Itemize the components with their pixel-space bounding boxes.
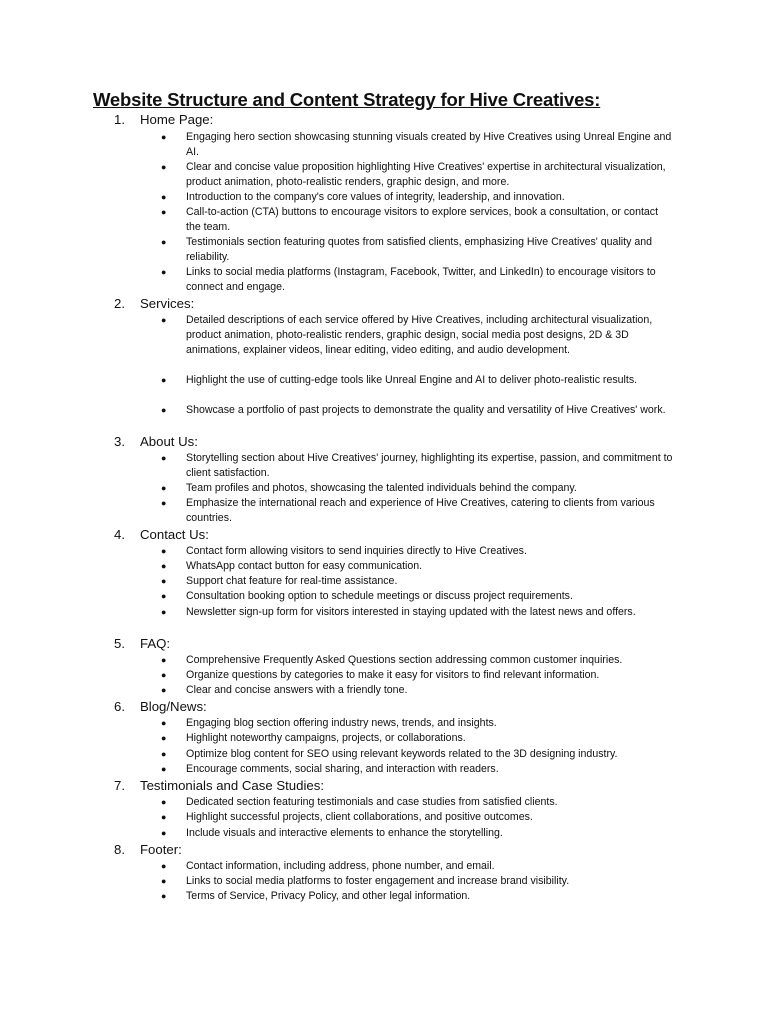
bullet-icon: ● bbox=[161, 861, 167, 871]
bullet-icon: ● bbox=[161, 267, 167, 277]
section-title: Contact Us: bbox=[140, 527, 209, 542]
section-title: FAQ: bbox=[140, 636, 171, 651]
list-item-text: Introduction to the company's core values of integrity, leadership, and innovation. bbox=[186, 191, 565, 203]
list-item-text: Call-to-action (CTA) buttons to encourage visitors to explore services, book a consultation, or contact the team. bbox=[186, 206, 659, 234]
bullet-icon: ● bbox=[161, 498, 167, 508]
list-item-text: Engaging blog section offering industry news, trends, and insights. bbox=[186, 717, 497, 729]
list-item-text: Contact information, including address, phone number, and email. bbox=[186, 860, 495, 872]
bullet-icon: ● bbox=[161, 718, 167, 728]
section-title: Home Page: bbox=[140, 112, 214, 127]
list-item-text: Team profiles and photos, showcasing the talented individuals behind the company. bbox=[186, 482, 577, 494]
bullet-icon: ● bbox=[161, 764, 167, 774]
bullet-icon: ● bbox=[161, 670, 167, 680]
section-number: 7. bbox=[114, 778, 125, 793]
list-item-text: Clear and concise value proposition highlighting Hive Creatives' expertise in architectural visualization, product animation, photo-realistic renders, graphic design, and more. bbox=[186, 161, 666, 189]
list-item-text: Encourage comments, social sharing, and interaction with readers. bbox=[186, 763, 499, 775]
list-item-text: Highlight noteworthy campaigns, projects, or collaborations. bbox=[186, 732, 466, 744]
bullet-icon: ● bbox=[161, 733, 167, 743]
list-item-text: Support chat feature for real-time assistance. bbox=[186, 575, 398, 587]
section-number: 8. bbox=[114, 842, 125, 857]
bullet-icon: ● bbox=[161, 162, 167, 172]
bullet-icon: ● bbox=[161, 132, 167, 142]
bullet-icon: ● bbox=[161, 876, 167, 886]
list-item-text: Testimonials section featuring quotes from satisfied clients, emphasizing Hive Creatives' quality and reliability. bbox=[186, 236, 653, 264]
section-title: Services: bbox=[140, 296, 195, 311]
list-item-text: Clear and concise answers with a friendly tone. bbox=[186, 684, 408, 696]
list-item-text: Emphasize the international reach and experience of Hive Creatives, catering to clients from various countries. bbox=[186, 497, 655, 525]
section-title: Testimonials and Case Studies: bbox=[140, 778, 324, 793]
list-item-text: Newsletter sign-up form for visitors interested in staying updated with the latest news and offers. bbox=[186, 606, 636, 618]
list-item-text: Highlight successful projects, client collaborations, and positive outcomes. bbox=[186, 811, 533, 823]
bullet-icon: ● bbox=[161, 192, 167, 202]
bullet-icon: ● bbox=[161, 591, 167, 601]
bullet-icon: ● bbox=[161, 453, 167, 463]
list-item-text: Include visuals and interactive elements to enhance the storytelling. bbox=[186, 827, 503, 839]
bullet-icon: ● bbox=[161, 797, 167, 807]
list-item-text: Organize questions by categories to make it easy for visitors to find relevant information. bbox=[186, 669, 600, 681]
bullet-icon: ● bbox=[161, 891, 167, 901]
bullet-icon: ● bbox=[161, 576, 167, 586]
section-title: Blog/News: bbox=[140, 699, 207, 714]
bullet-icon: ● bbox=[161, 812, 167, 822]
section-number: 3. bbox=[114, 434, 125, 449]
section-number: 5. bbox=[114, 636, 125, 651]
bullet-icon: ● bbox=[161, 315, 167, 325]
list-item-text: Engaging hero section showcasing stunning visuals created by Hive Creatives using Unreal Engine and AI. bbox=[186, 131, 672, 159]
bullet-icon: ● bbox=[161, 375, 167, 385]
list-item-text: Showcase a portfolio of past projects to demonstrate the quality and versatility of Hive Creatives' work. bbox=[186, 404, 666, 416]
section-number: 2. bbox=[114, 296, 125, 311]
list-item-text: Contact form allowing visitors to send inquiries directly to Hive Creatives. bbox=[186, 545, 527, 557]
list-item-text: Links to social media platforms to foster engagement and increase brand visibility. bbox=[186, 875, 570, 887]
bullet-icon: ● bbox=[161, 561, 167, 571]
list-item-text: WhatsApp contact button for easy communication. bbox=[186, 560, 423, 572]
list-item-text: Comprehensive Frequently Asked Questions section addressing common customer inquiries. bbox=[186, 654, 623, 666]
list-item-text: Dedicated section featuring testimonials and case studies from satisfied clients. bbox=[186, 796, 558, 808]
list-item-text: Storytelling section about Hive Creatives' journey, highlighting its expertise, passion, and commitment to client satisfaction. bbox=[186, 452, 673, 480]
section-number: 1. bbox=[114, 112, 125, 127]
bullet-icon: ● bbox=[161, 237, 167, 247]
bullet-icon: ● bbox=[161, 483, 167, 493]
bullet-icon: ● bbox=[161, 546, 167, 556]
section-title: About Us: bbox=[140, 434, 198, 449]
bullet-icon: ● bbox=[161, 828, 167, 838]
section-number: 6. bbox=[114, 699, 125, 714]
document-title: Website Structure and Content Strategy for Hive Creatives: bbox=[93, 89, 601, 110]
list-item-text: Highlight the use of cutting-edge tools like Unreal Engine and AI to deliver photo-realistic results. bbox=[186, 374, 638, 386]
bullet-icon: ● bbox=[161, 685, 167, 695]
section-number: 4. bbox=[114, 527, 125, 542]
bullet-icon: ● bbox=[161, 749, 167, 759]
section-title: Footer: bbox=[140, 842, 182, 857]
list-item-text: Detailed descriptions of each service offered by Hive Creatives, including architectural visualization, product animation, photo-realistic renders, graphic design, social media post designs, 2D & 3D animations, explainer videos, linear editing, video editing, and audio development. bbox=[186, 314, 653, 357]
list-item-text: Links to social media platforms (Instagram, Facebook, Twitter, and LinkedIn) to encourage visitors to connect and engage. bbox=[186, 266, 656, 294]
bullet-icon: ● bbox=[161, 405, 167, 415]
bullet-icon: ● bbox=[161, 607, 167, 617]
list-item-text: Optimize blog content for SEO using relevant keywords related to the 3D designing industry. bbox=[186, 748, 618, 760]
bullet-icon: ● bbox=[161, 207, 167, 217]
list-item-text: Terms of Service, Privacy Policy, and other legal information. bbox=[186, 890, 471, 902]
list-item-text: Consultation booking option to schedule meetings or discuss project requirements. bbox=[186, 590, 573, 602]
bullet-icon: ● bbox=[161, 655, 167, 665]
